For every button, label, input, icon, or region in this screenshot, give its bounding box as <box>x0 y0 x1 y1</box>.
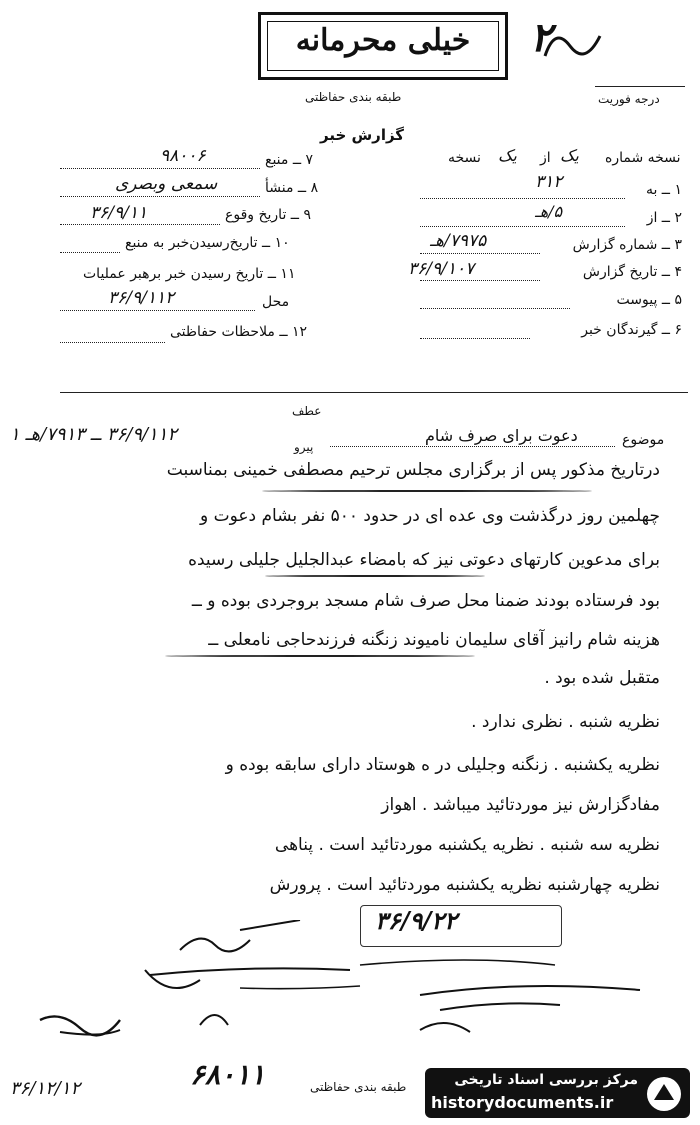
footer-number: ۶۸۰۱۱ <box>190 1058 266 1091</box>
copy-from-label: از <box>540 150 551 166</box>
watermark-logo <box>425 1068 690 1118</box>
watermark-url: historydocuments.ir <box>431 1093 614 1112</box>
field-report-date-label: ۴ ــ تاریخ گزارش <box>582 264 682 280</box>
field-report-number-value: ۷۹۷۵/هـ <box>430 231 487 251</box>
body-line: بود فرستاده بودند ضمنا محل صرف شام مسجد بروجردی بوده و ــ <box>191 591 660 611</box>
body-line: چهلمین روز درگذشت وی عده ای در حدود ۵۰۰ نفر بشام دعوت و <box>199 506 660 526</box>
field-to-value: ۳۱۲ <box>535 172 563 192</box>
report-title: گزارش خبر <box>320 126 405 144</box>
field-origin-label: ۸ ــ منشأ <box>265 180 319 196</box>
copy-suffix: نسخه <box>448 150 481 166</box>
field-location-label: محل <box>262 294 290 310</box>
field-event-date-value: ۳۶/۹/۱۱ <box>90 203 148 223</box>
footer-date: ۳۶/۱۲/۱۲ <box>10 1078 81 1099</box>
opinion-line: مفادگزارش نیز موردتائید میباشد . اهواز <box>381 795 660 815</box>
handwritten-mark-icon <box>535 16 610 66</box>
opinion-line: نظریه شنبه . نظری ندارد . <box>471 712 660 732</box>
field-recipients-label: ۶ ــ گیرندگان خبر <box>581 322 682 338</box>
handwritten-notes-icon <box>0 920 700 1060</box>
field-attachment-label: ۵ ــ پیوست <box>616 292 682 308</box>
field-report-date-value: ۳۶/۹/۱۰۷ <box>408 259 475 279</box>
field-source-receipt-label: ۱۰ ــ تاریخ‌رسیدن‌خبر به منبع <box>125 235 290 251</box>
classification-label: طبقه بندی حفاظتی <box>305 90 402 104</box>
subject-ref-bottom: پیرو <box>294 440 314 454</box>
copy-number-value: یک <box>560 146 579 165</box>
opinion-line: نظریه یکشنبه . زنگنه وجلیلی در ه هوستاد دارای سابقه بوده و <box>225 755 660 775</box>
subject-ref-value: ۳۶/۹/۱۱۲ ــ ۷۹۱۳/هـ ۱ <box>10 424 178 445</box>
copy-number-label: نسخه شماره <box>605 150 681 166</box>
field-from-value: ۵/هـ <box>535 202 563 221</box>
field-event-date-label: ۹ ــ تاریخ وقوع <box>225 207 311 223</box>
footer-classification-label: طبقه بندی حفاظتی <box>310 1080 407 1094</box>
field-report-number-label: ۳ ــ شماره گزارش <box>572 237 682 253</box>
classification-stamp-text: خیلی محرمانه <box>295 23 471 58</box>
subject-label: موضوع <box>622 432 665 448</box>
body-line: متقبل شده بود . <box>544 668 660 688</box>
field-origin-value: سمعی وبصری <box>115 174 218 194</box>
subject-ref-top: عطف <box>292 404 322 418</box>
body-line: هزینه شام رانیز آقای سلیمان نامیوند زنگنه فرزندحاجی نامعلی ــ <box>208 630 660 650</box>
received-stamp-date: ۳۶/۹/۲۲ <box>375 906 457 935</box>
opinion-line: نظریه چهارشنبه نظریه یکشنبه موردتائید است . پرورش <box>269 875 660 895</box>
field-source-label: ۷ ــ منبع <box>265 152 314 168</box>
field-source-value: ۹۸۰۰۶ <box>160 146 206 166</box>
handwritten-number: ۲ <box>530 14 552 61</box>
priority-label: درجه فوریت <box>598 92 660 106</box>
opinion-line: نظریه سه شنبه . نظریه یکشنبه موردتائید است . پناهی <box>274 835 660 855</box>
field-location-value: ۳۶/۹/۱۱۲ <box>108 288 175 308</box>
field-from-label: ۲ ــ از <box>646 210 682 226</box>
subject-text: دعوت برای صرف شام <box>425 426 578 445</box>
classification-stamp <box>258 12 508 80</box>
copy-from-value: یک <box>498 146 517 165</box>
archive-logo-icon <box>644 1074 684 1114</box>
body-line: درتاریخ مذکور پس از برگزاری مجلس ترحیم مصطفی خمینی بمناسبت <box>166 460 660 480</box>
header-divider <box>60 392 688 393</box>
watermark-title: مرکز بررسی اسناد تاریخی <box>454 1072 638 1088</box>
field-to-label: ۱ ــ به <box>645 182 682 198</box>
field-operations-receipt-label: ۱۱ ــ تاریخ رسیدن خبر برهبر عملیات <box>83 266 296 282</box>
field-security-notes-label: ۱۲ ــ ملاحظات حفاظتی <box>170 324 308 340</box>
body-line: برای مدعوین کارتهای دعوتی نیز که بامضاء عبدالجلیل جلیلی رسیده <box>188 550 660 570</box>
